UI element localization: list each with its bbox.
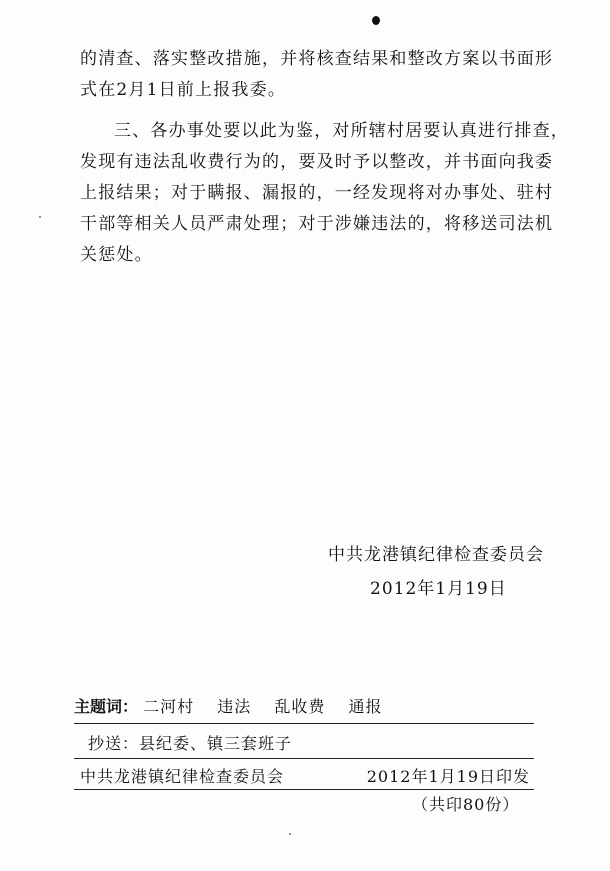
keyword: 二河村 xyxy=(143,697,195,716)
ink-speck xyxy=(372,16,380,25)
keywords-label: 主题词： xyxy=(74,697,139,716)
body-line: 上报结果；对于瞒报、漏报的，一经发现将对办事处、驻村 xyxy=(80,183,554,203)
body-line: 发现有违法乱收费行为的，要及时予以整改，并书面向我委 xyxy=(80,152,554,172)
divider-line xyxy=(74,789,534,790)
ink-speck-small xyxy=(289,833,291,835)
copies-count: （共印80份） xyxy=(412,795,520,814)
ink-speck-small xyxy=(39,216,41,218)
body-paragraph-2 xyxy=(80,116,569,271)
issuer-org: 中共龙港镇纪律检查委员会 xyxy=(80,767,285,786)
divider-line xyxy=(74,758,534,759)
cc-line: 抄送：县纪委、镇三套班子 xyxy=(88,734,293,753)
keyword: 乱收费 xyxy=(274,697,326,716)
body-line: 关惩处。 xyxy=(80,245,153,265)
body-paragraph-1 xyxy=(80,44,554,106)
issue-date: 2012年1月19日印发 xyxy=(366,767,530,786)
divider-line xyxy=(74,723,534,724)
body-line: 式在2月1日前上报我委。 xyxy=(80,80,287,100)
body-line: 干部等相关人员严肃处理；对于涉嫌违法的，将移送司法机 xyxy=(80,214,554,234)
keyword: 通报 xyxy=(348,697,383,716)
keywords-row xyxy=(74,694,534,717)
keywords-list xyxy=(138,697,400,716)
signature-org: 中共龙港镇纪律检查委员会 xyxy=(328,545,544,565)
issuer-row xyxy=(80,764,530,787)
body-line: 三、各办事处要以此为鉴，对所辖村居要认真进行排查， xyxy=(114,121,569,141)
signature-date: 2012年1月19日 xyxy=(370,579,507,599)
keyword: 违法 xyxy=(217,697,252,716)
body-line: 的清查、落实整改措施，并将核查结果和整改方案以书面形 xyxy=(80,49,554,69)
